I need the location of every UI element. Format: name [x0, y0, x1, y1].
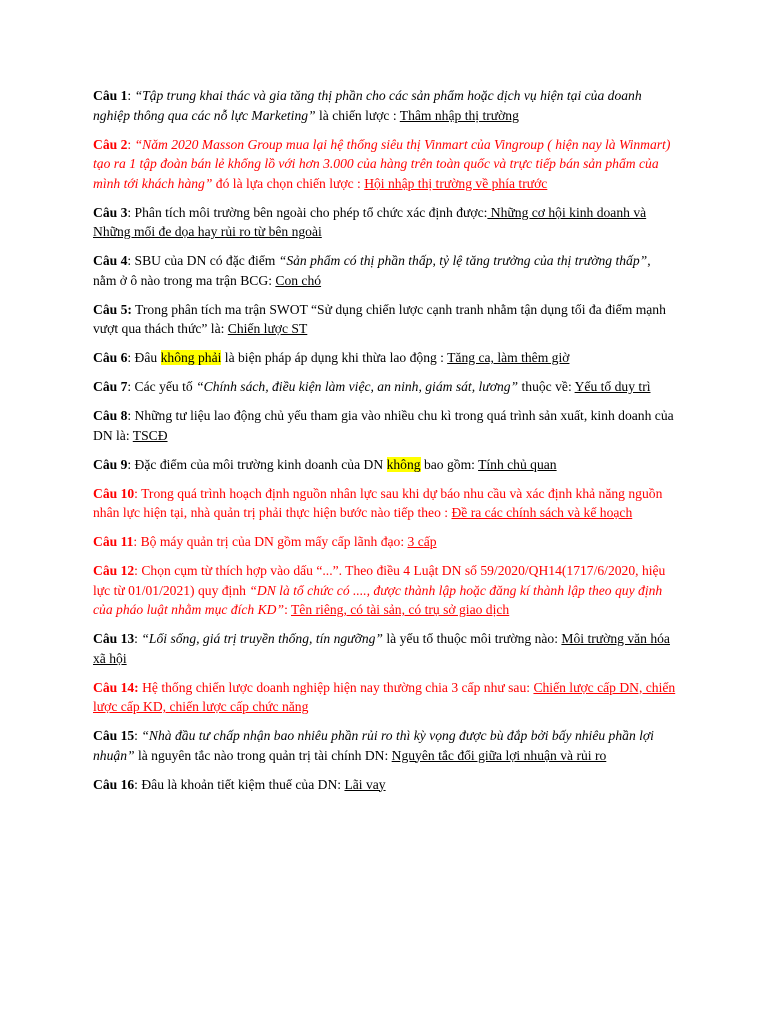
answer-text: Thâm nhập thị trường [399, 107, 519, 123]
question-9 [93, 455, 676, 475]
answer-text: Môi trường văn hóa xã hội [93, 631, 670, 666]
question-6 [93, 348, 676, 368]
question-label: Câu 5: [93, 301, 132, 317]
question-label: Câu 9 [93, 456, 128, 472]
question-text: thuộc về: [518, 379, 575, 394]
question-text: là yếu tố thuộc môi trường nào: [383, 631, 562, 646]
question-text: là chiến lược : [315, 107, 400, 123]
question-15 [93, 726, 676, 765]
highlighted-keyword: không [386, 456, 421, 472]
question-text: : [127, 88, 135, 103]
question-label: Câu 2 [93, 136, 128, 152]
question-text: “Tập trung khai thác và gia tăng thị phần cho các sản phẩm hoặc dịch vụ hiện tại của doanh nghiệp thông qua các nỗ lực Marketing” [93, 88, 642, 123]
question-text: : Chọn cụm từ thích hợp vào dấu “...”. Theo điều 4 Luật DN số 59/2020/QH14(1717/6/2020, hiệu lực từ 01/01/2021) quy định [93, 563, 666, 598]
question-text: , nằm ở ô nào trong ma trận BCG: [93, 253, 651, 288]
question-text: “Lối sống, giá trị truyền thống, tín ngưỡng” [141, 631, 383, 646]
question-2 [93, 135, 676, 194]
question-label: Câu 4 [93, 253, 128, 268]
question-label: Câu 11 [93, 534, 134, 549]
question-text: Hệ thống chiến lược doanh nghiệp hiện nay thường chia 3 cấp như sau: [138, 679, 534, 695]
question-label: Câu 12 [93, 563, 135, 578]
question-label: Câu 14: [93, 679, 139, 695]
question-4 [93, 251, 676, 290]
answer-text: Yếu tố duy trì [574, 379, 651, 394]
question-text: : Bộ máy quản trị của DN gồm mấy cấp lãnh đạo: [133, 534, 408, 549]
answer-text: Tăng ca, làm thêm giờ [447, 350, 570, 365]
question-label: Câu 8 [93, 408, 128, 423]
question-11 [93, 532, 676, 552]
question-label: Câu 1 [93, 88, 128, 103]
question-label: Câu 6 [93, 350, 128, 365]
question-label: Câu 16 [93, 776, 135, 792]
question-text: đó là lựa chọn chiến lược : [212, 175, 365, 191]
question-text: bao gồm: [420, 456, 479, 472]
answer-text: Con chó [275, 272, 322, 288]
question-8 [93, 406, 676, 445]
highlighted-keyword: không phải [160, 350, 222, 365]
question-label: Câu 13 [93, 631, 135, 646]
question-13 [93, 629, 676, 668]
question-text: : [284, 602, 291, 617]
question-3 [93, 203, 676, 242]
question-text: “Năm 2020 Masson Group mua lại hệ thống siêu thị Vinmart của Vingroup ( hiện nay là Winmart) tạo ra 1 tập đoàn bán lẻ khổng lồ với hơn 3.000 của hàng trên toàn quốc và trực tiếp bán sản phẩm của mình tới khách hàng” [93, 136, 671, 191]
question-10 [93, 484, 676, 523]
question-label: Câu 15 [93, 728, 135, 743]
question-text: : SBU của DN có đặc điểm [127, 253, 279, 268]
answer-text: Chiến lược ST [227, 321, 308, 336]
question-text: : Phân tích môi trường bên ngoài cho phép tổ chức xác định được: [127, 204, 488, 220]
question-text: : [134, 728, 142, 743]
question-label: Câu 3 [93, 204, 128, 220]
question-5 [93, 300, 676, 339]
question-text: : Trong quá trình hoạch định nguồn nhân lực sau khi dự báo nhu cầu và xác định khả năng nguồn nhân lực hiện tại, nhà quản trị phải thực hiện bước nào tiếp theo : [93, 485, 663, 520]
question-label: Câu 10 [93, 485, 135, 501]
answer-text: Lãi vay [344, 776, 386, 792]
question-text: “DN là tổ chức có ...., được thành lập hoặc đăng kí thành lập theo quy định của pháo luật nhằm mục đích KD” [93, 582, 663, 617]
answer-text: Hội nhập thị trường về phía trước [364, 175, 548, 191]
answer-text: Nguyên tắc đổi giữa lợi nhuận và rủi ro [391, 747, 607, 763]
answer-text: 3 cấp [407, 534, 437, 549]
answer-text: Chiến lược cấp DN, chiến lược cấp KD, chiến lược cấp chức năng [93, 679, 676, 714]
question-label: Câu 7 [93, 379, 128, 394]
question-text: Trong phân tích ma trận SWOT “Sử dụng chiến lược cạnh tranh nhằm tận dụng tối đa điểm mạnh vượt qua thách thức” là: [93, 301, 666, 336]
question-16 [93, 775, 676, 795]
answer-text: Đề ra các chính sách và kế hoạch [451, 505, 633, 520]
question-text: “Chính sách, điều kiện làm việc, an ninh, giám sát, lương” [196, 379, 519, 394]
question-text: : Những tư liệu lao động chủ yếu tham gia vào nhiều chu kì trong quá trình sản xuất, kinh doanh của DN là: [93, 408, 674, 443]
question-text: : [134, 631, 142, 646]
question-text: : Các yếu tố [127, 379, 197, 394]
question-text: : Đâu [127, 350, 161, 365]
answer-text: Tên riêng, có tài sản, có trụ sở giao dịch [291, 602, 510, 617]
question-text: “Sản phẩm có thị phần thấp, tỷ lệ tăng trưởng của thị trường thấp” [278, 253, 648, 268]
question-text: “Nhà đầu tư chấp nhận bao nhiêu phần rủi ro thì kỳ vọng được bù đắp bởi bấy nhiêu phần lợi nhuận” [93, 728, 654, 763]
answer-text: Những cơ hội kinh doanh và Những mối đe dọa hay rủi ro từ bên ngoài [93, 204, 647, 239]
question-text: là nguyên tắc nào trong quản trị tài chính DN: [134, 747, 392, 763]
question-1 [93, 86, 676, 125]
question-text: là biện pháp áp dụng khi thừa lao động : [221, 350, 448, 365]
answer-text: Tính chủ quan [478, 456, 557, 472]
question-7 [93, 377, 676, 397]
question-14 [93, 678, 676, 717]
question-text: : Đặc điểm của môi trường kinh doanh của DN [127, 456, 387, 472]
question-text: : Đâu là khoản tiết kiệm thuế của DN: [134, 776, 345, 792]
question-12 [93, 561, 676, 620]
question-text: : [127, 136, 135, 152]
answer-text: TSCĐ [132, 427, 168, 443]
question-list [93, 86, 676, 794]
